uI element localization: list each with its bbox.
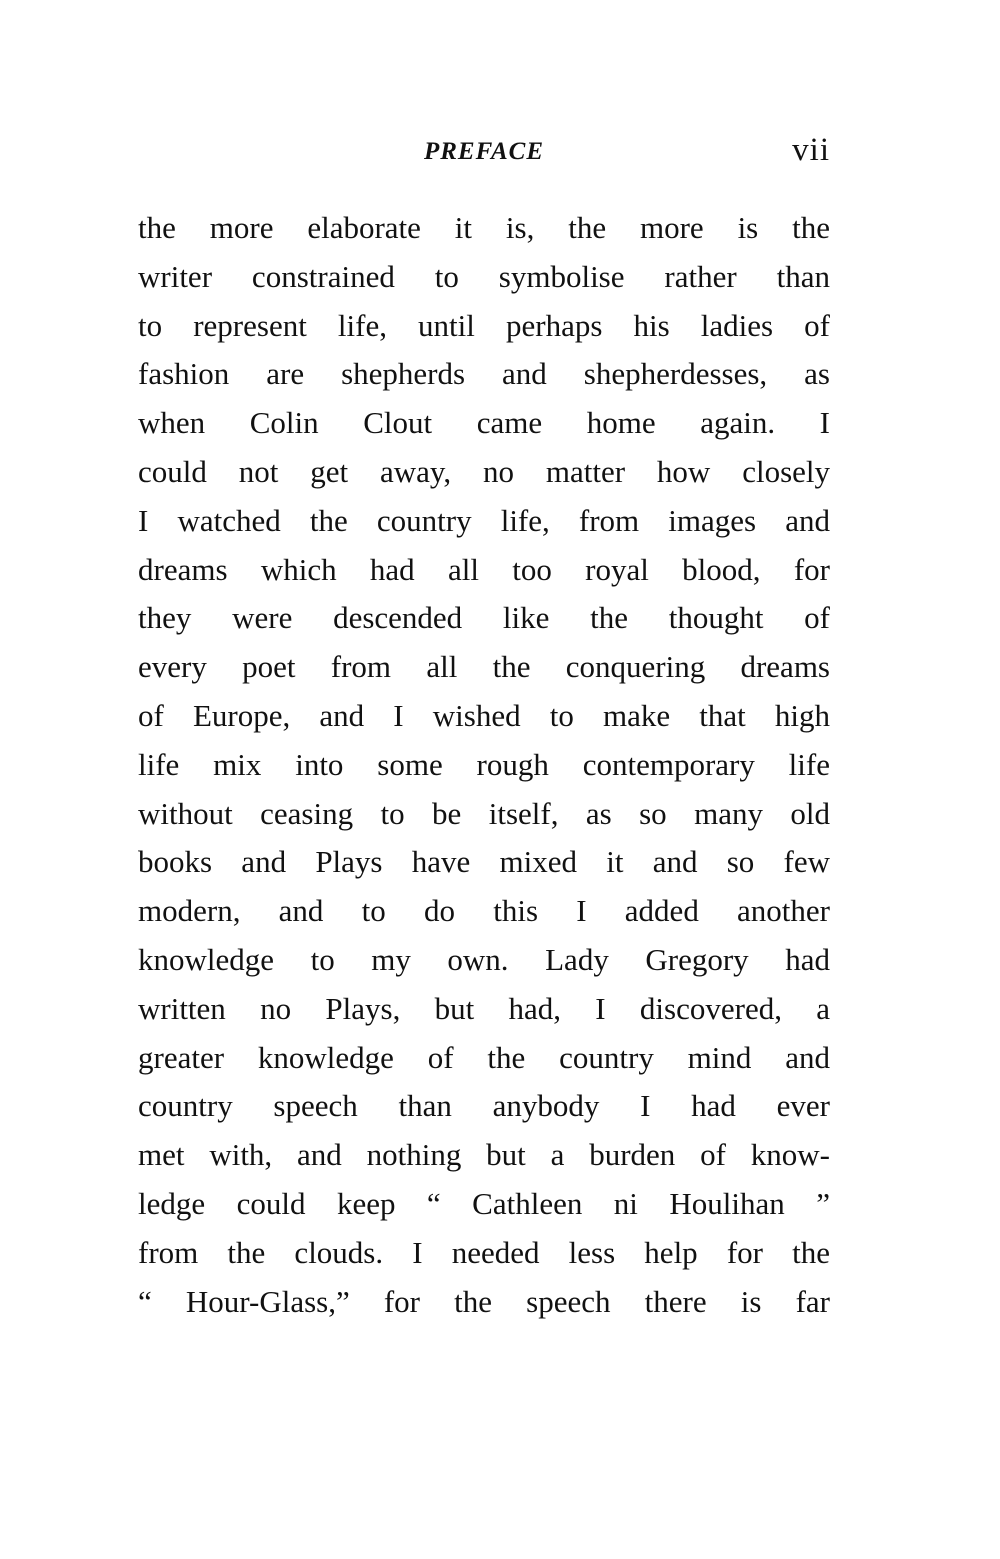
text-line: from the clouds. I needed less help for the: [138, 1234, 830, 1270]
running-title: PREFACE: [423, 138, 545, 165]
text-line: without ceasing to be itself, as so many old: [138, 795, 830, 831]
page-number: vii: [792, 132, 830, 168]
text-line: country speech than anybody I had ever: [138, 1088, 830, 1124]
text-line: could not get away, no matter how closely: [138, 453, 830, 489]
text-line: when Colin Clout came home again. I: [138, 405, 830, 441]
text-line: knowledge to my own. Lady Gregory had: [138, 941, 830, 977]
text-line: every poet from all the conquering dreams: [138, 649, 830, 685]
text-line: greater knowledge of the country mind and: [138, 1039, 830, 1075]
text-line: fashion are shepherds and shepherdesses, as: [138, 356, 830, 392]
text-line: life mix into some rough contemporary life: [138, 746, 830, 782]
text-line: ledge could keep “ Cathleen ni Houlihan ”: [138, 1185, 830, 1221]
text-line: to represent life, until perhaps his ladies of: [138, 307, 830, 343]
text-line: they were descended like the thought of: [138, 600, 830, 636]
text-line: writer constrained to symbolise rather than: [138, 258, 830, 294]
body-text: [138, 204, 830, 1326]
text-line: dreams which had all too royal blood, for: [138, 551, 830, 587]
text-line: the more elaborate it is, the more is the: [138, 210, 830, 245]
text-line: met with, and nothing but a burden of know-: [138, 1137, 830, 1173]
text-line: written no Plays, but had, I discovered, a: [138, 990, 830, 1026]
text-line: books and Plays have mixed it and so few: [138, 844, 830, 880]
text-line: of Europe, and I wished to make that high: [138, 697, 830, 733]
text-line: “ Hour-Glass,” for the speech there is far: [138, 1283, 830, 1319]
running-head: [138, 132, 830, 182]
text-line: modern, and to do this I added another: [138, 893, 830, 929]
text-line: I watched the country life, from images and: [138, 502, 830, 538]
